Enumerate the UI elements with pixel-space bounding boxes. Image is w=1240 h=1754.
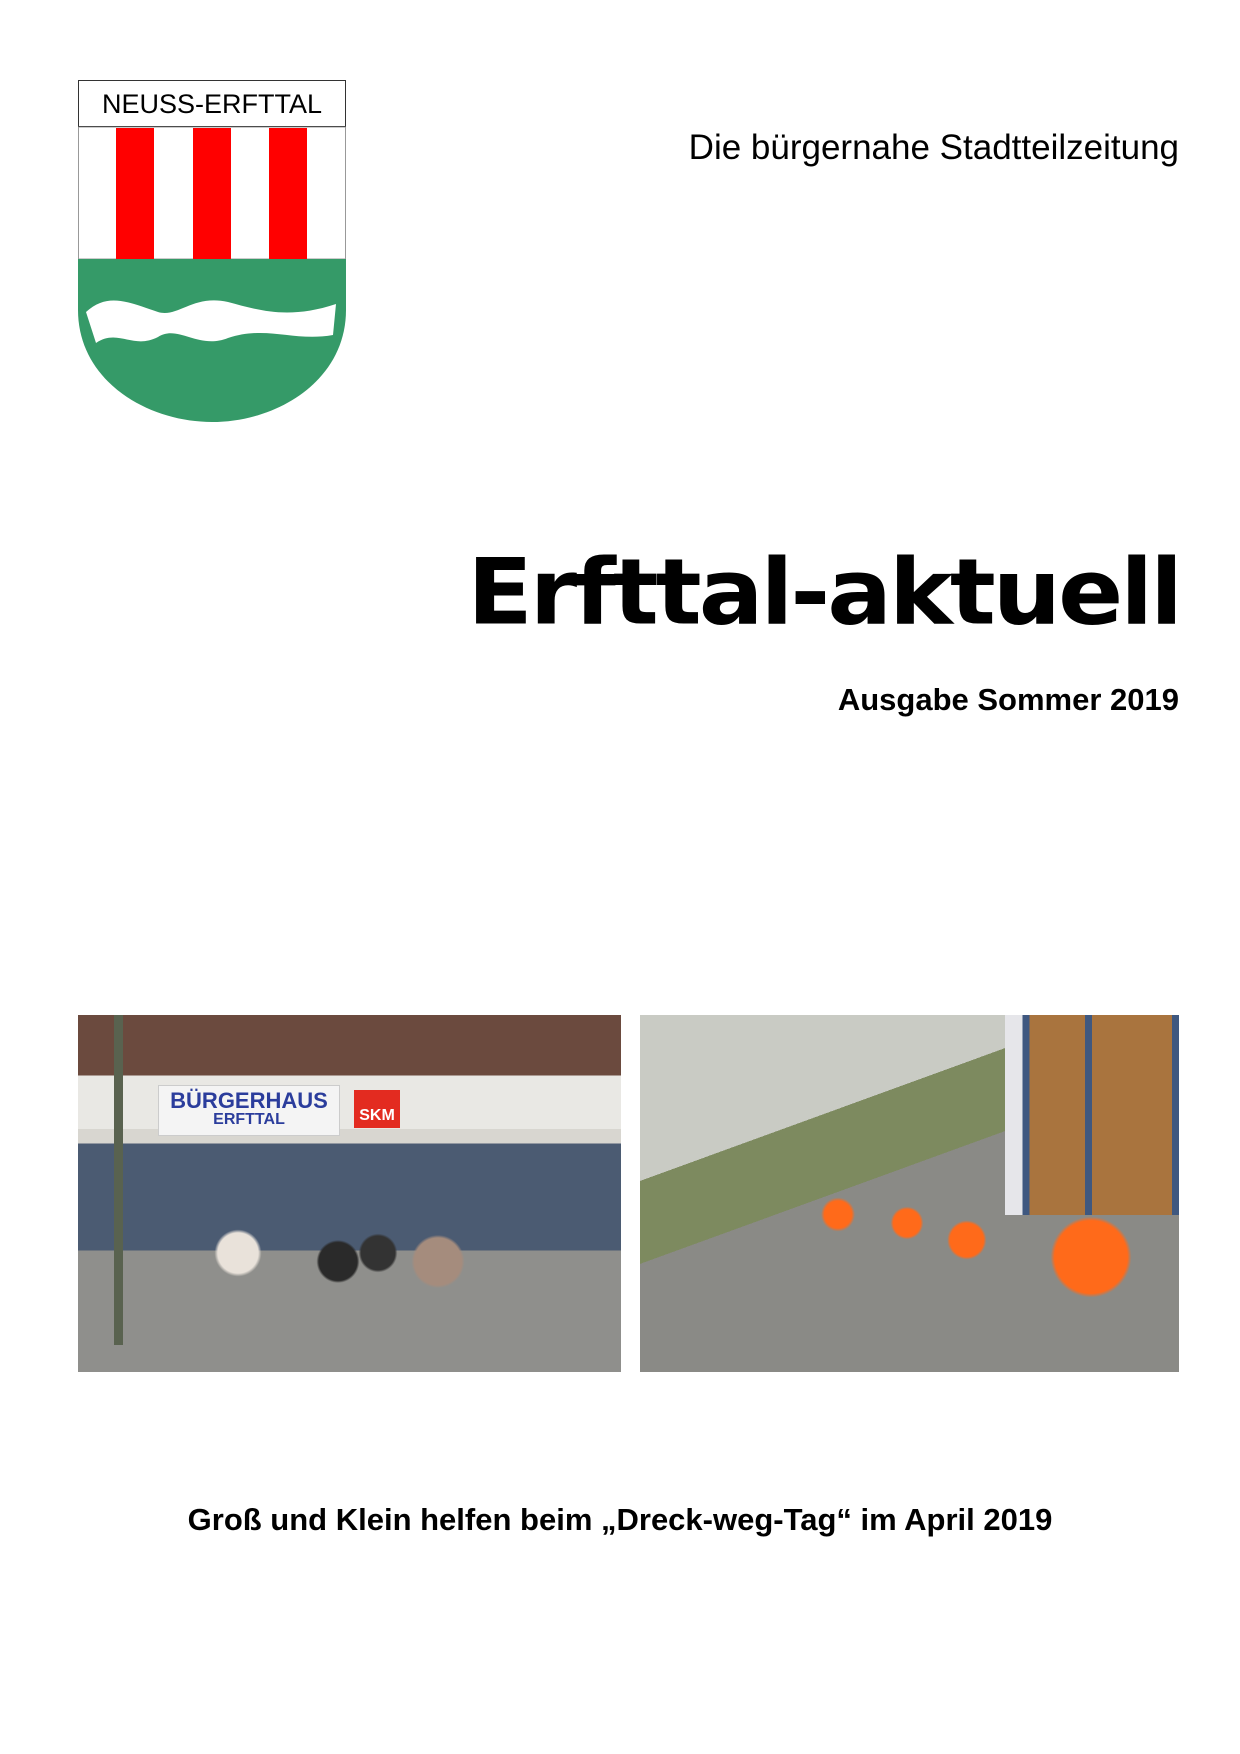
photo-buergerhaus-group	[78, 1015, 621, 1372]
issue-label: Ausgabe Sommer 2019	[837, 682, 1179, 717]
coat-of-arms-logo	[78, 80, 346, 422]
buergerhaus-sign	[158, 1085, 340, 1136]
group-of-people	[158, 1185, 558, 1355]
logo-label: NEUSS-ERFTTAL	[101, 89, 323, 119]
newspaper-title: Erfttal-aktuell	[467, 538, 1180, 646]
photo-caption: Groß und Klein helfen beim „Dreck-weg-Tag“ im April 2019	[187, 1502, 1053, 1537]
sign-line-2: ERFTTAL	[213, 1111, 285, 1128]
children-in-safety-vests	[700, 1155, 1160, 1325]
lamp-post	[114, 1015, 123, 1345]
tagline: Die bürgernahe Stadtteilzeitung	[688, 128, 1179, 167]
skm-logo: SKM	[354, 1090, 400, 1128]
photo-children-walking	[640, 1015, 1179, 1372]
sign-line-1: BÜRGERHAUS	[170, 1088, 328, 1113]
